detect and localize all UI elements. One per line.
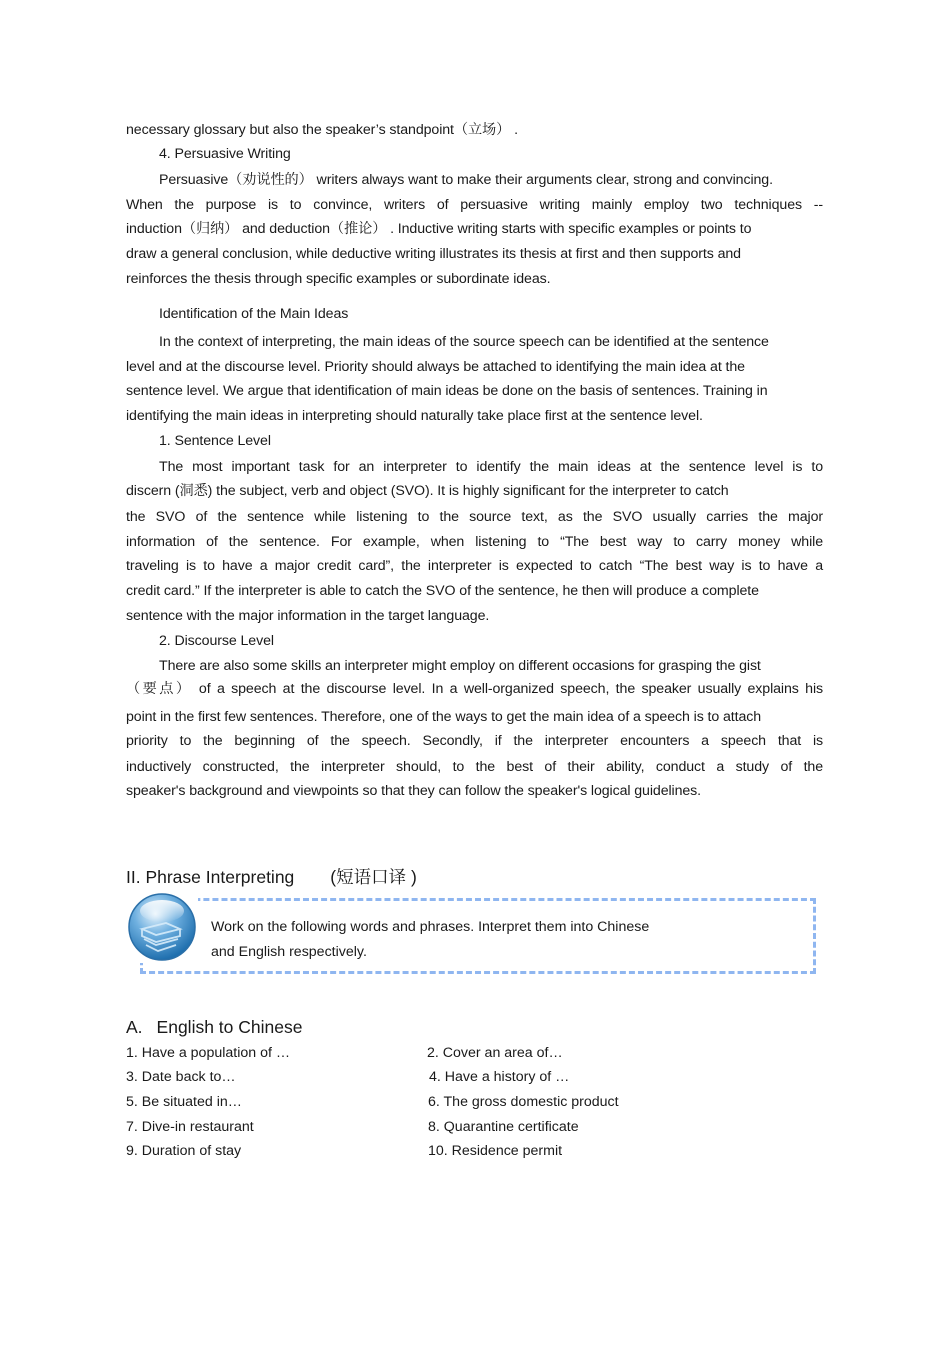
- paragraph-line: When the purpose is to convince, writers of persuasive writing mainly employ two techniques --: [126, 197, 823, 213]
- subsection-title: English to Chinese: [156, 1017, 303, 1037]
- subheading-discourse-level: 2. Discourse Level: [159, 633, 274, 649]
- paragraph-line: reinforces the thesis through specific examples or subordinate ideas.: [126, 271, 551, 287]
- phrase-item: 5. Be situated in…: [126, 1094, 242, 1110]
- paragraph-line: draw a general conclusion, while deductive writing illustrates its thesis at first and then supports and: [126, 246, 741, 262]
- paragraph-line: induction（归纳） and deduction（推论） . Inductive writing starts with specific examples or points to: [126, 221, 752, 237]
- books-icon: [126, 891, 198, 963]
- phrase-item: 8. Quarantine certificate: [428, 1119, 579, 1135]
- paragraph-line: credit card.” If the interpreter is able to catch the SVO of the sentence, he then will produce a complete: [126, 583, 759, 599]
- subsection-label: A.: [126, 1017, 143, 1037]
- paragraph-line: （要点） of a speech at the discourse level. In a well-organized speech, the speaker usually explains his: [126, 681, 823, 697]
- paragraph-line: Persuasive（劝说性的） writers always want to make their arguments clear, strong and convincing.: [159, 172, 773, 188]
- phrase-item: 3. Date back to…: [126, 1069, 236, 1085]
- paragraph-line: information of the sentence. For example, when listening to “The best way to carry money while: [126, 534, 823, 550]
- subheading-sentence-level: 1. Sentence Level: [159, 433, 271, 449]
- paragraph-line: sentence level. We argue that identification of main ideas be done on the basis of sentences. Training in: [126, 383, 768, 399]
- heading-text: II. Phrase Interpreting: [126, 867, 295, 887]
- subsection-heading-english-to-chinese: [126, 1016, 302, 1038]
- paragraph-line: The most important task for an interpreter to identify the main ideas at the sentence level is to: [159, 459, 823, 475]
- phrase-item: 7. Dive-in restaurant: [126, 1119, 254, 1135]
- paragraph-line: level and at the discourse level. Priority should always be attached to identifying the main idea at the: [126, 359, 745, 375]
- section-heading-phrase-interpreting: [126, 866, 417, 888]
- paragraph-line: There are also some skills an interpreter might employ on different occasions for grasping the gist: [159, 658, 761, 674]
- paragraph-line: sentence with the major information in the target language.: [126, 608, 490, 624]
- paragraph-line: necessary glossary but also the speaker’s standpoint（立场） .: [126, 122, 518, 138]
- heading-main-ideas: Identification of the Main Ideas: [159, 306, 349, 322]
- subheading-persuasive-writing: 4. Persuasive Writing: [159, 146, 291, 162]
- heading-text-cn: (短语口译 ): [330, 867, 417, 887]
- phrase-item: 6. The gross domestic product: [428, 1094, 619, 1110]
- instruction-line: Work on the following words and phrases. Interpret them into Chinese: [211, 919, 650, 935]
- phrase-item: 2. Cover an area of…: [427, 1045, 563, 1061]
- phrase-item: 1. Have a population of …: [126, 1045, 291, 1061]
- paragraph-line: speaker's background and viewpoints so that they can follow the speaker's logical guidelines.: [126, 783, 701, 799]
- paragraph-line: the SVO of the sentence while listening to the source text, as the SVO usually carries the major: [126, 509, 823, 525]
- paragraph-line: point in the first few sentences. Therefore, one of the ways to get the main idea of a speech is to attach: [126, 709, 762, 725]
- paragraph-line: priority to the beginning of the speech. Secondly, if the interpreter encounters a speech that is: [126, 733, 823, 749]
- paragraph-line: In the context of interpreting, the main ideas of the source speech can be identified at the sentence: [159, 334, 769, 350]
- paragraph-line: inductively constructed, the interpreter should, to the best of their ability, conduct a study of the: [126, 759, 823, 775]
- instruction-line: and English respectively.: [211, 944, 367, 960]
- paragraph-line: identifying the main ideas in interpreting should naturally take place first at the sentence level.: [126, 408, 703, 424]
- phrase-item: 4. Have a history of …: [429, 1069, 570, 1085]
- paragraph-line: discern (洞悉) the subject, verb and object (SVO). It is highly significant for the interpreter to catch: [126, 483, 729, 499]
- paragraph-line: traveling is to have a major credit card”, the interpreter is expected to catch “The best way is to have a: [126, 558, 823, 574]
- phrase-item: 10. Residence permit: [428, 1143, 563, 1159]
- instruction-box: [140, 898, 816, 974]
- phrase-item: 9. Duration of stay: [126, 1143, 242, 1159]
